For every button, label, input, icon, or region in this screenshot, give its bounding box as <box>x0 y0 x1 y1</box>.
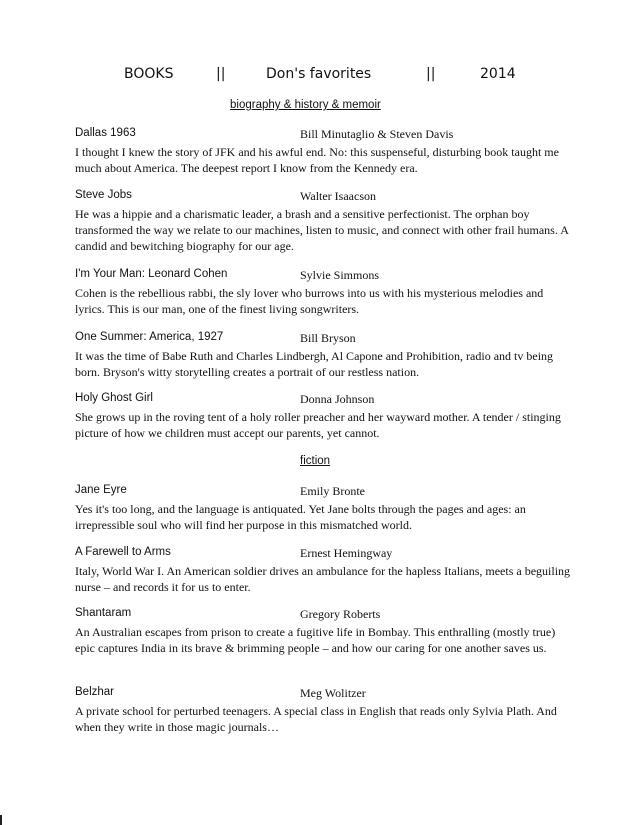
book-description: Italy, World War I. An American soldier drives an ambulance for the hapless Italians, meets a beguiling nurse – and records it for us to enter. <box>75 564 571 594</box>
section-heading-biography: biography & history & memoir <box>230 99 381 111</box>
book-description: A private school for perturbed teenagers. A special class in English that reads only Sylvia Plath. And when they write in those magic journals… <box>75 704 557 734</box>
book-entry <box>75 189 575 254</box>
book-author: Bill Bryson <box>300 331 356 345</box>
book-entry <box>75 607 575 656</box>
book-title: A Farewell to Arms <box>75 546 171 558</box>
header-separator: || <box>426 66 436 82</box>
book-description: An Australian escapes from prison to create a fugitive life in Bombay. This enthralling (mostly true) epic captures India in its brave & brimming people – and how our caring for one another saves us. <box>75 625 556 655</box>
header-year: 2014 <box>480 66 516 82</box>
book-entry <box>75 546 575 595</box>
book-title: One Summer: America, 1927 <box>75 331 224 343</box>
book-author: Walter Isaacson <box>300 189 376 203</box>
scan-edge-mark <box>0 815 2 825</box>
book-description: Yes it's too long, and the language is antiquated. Yet Jane bolts through the pages and ages: an irrepressible soul who will find her purpose in this mismatched world. <box>75 502 526 532</box>
book-description: Cohen is the rebellious rabbi, the sly lover who burrows into us with his mysterious melodies and lyrics. This is our man, one of the finest living songwriters. <box>75 286 544 316</box>
book-title: I'm Your Man: Leonard Cohen <box>75 268 228 280</box>
book-description: He was a hippie and a charismatic leader, a brash and a sensitive perfectionist. The orphan boy transformed the way we relate to our machines, listen to music, and connect with other frail humans. A candid and bewitching biography for our age. <box>75 207 569 253</box>
book-title: Steve Jobs <box>75 189 132 201</box>
book-entry <box>75 686 575 735</box>
book-entry <box>75 331 575 380</box>
book-author: Meg Wolitzer <box>300 686 366 700</box>
header-title: Don's favorites <box>266 66 372 82</box>
book-description: I thought I knew the story of JFK and his awful end. No: this suspenseful, disturbing book taught me much about America. The deepest report I know from the Kennedy era. <box>75 145 559 175</box>
book-author: Ernest Hemingway <box>300 546 393 560</box>
header-separator: || <box>216 66 226 82</box>
book-title: Jane Eyre <box>75 484 127 496</box>
section-heading-fiction: fiction <box>300 455 331 467</box>
book-author: Gregory Roberts <box>300 607 381 621</box>
book-title: Shantaram <box>75 607 132 619</box>
book-entry <box>75 127 575 176</box>
book-description: She grows up in the roving tent of a holy roller preacher and her wayward mother. A tender / stinging picture of how we children must accept our parents, yet cannot. <box>75 410 561 440</box>
book-entry <box>75 392 575 441</box>
book-title: Dallas 1963 <box>75 127 136 139</box>
book-title: Holy Ghost Girl <box>75 392 153 404</box>
book-entry <box>75 484 575 533</box>
book-title: Belzhar <box>75 686 114 698</box>
book-author: Emily Bronte <box>300 484 365 498</box>
book-author: Donna Johnson <box>300 392 375 406</box>
book-author: Sylvie Simmons <box>300 268 380 282</box>
page-header <box>0 66 637 86</box>
header-books-label: BOOKS <box>124 66 174 82</box>
book-author: Bill Minutaglio & Steven Davis <box>300 127 454 141</box>
book-entry <box>75 268 575 317</box>
book-description: It was the time of Babe Ruth and Charles Lindbergh, Al Capone and Prohibition, radio and tv being born. Bryson's witty storytelling creates a portrait of our restless nation. <box>75 349 554 379</box>
